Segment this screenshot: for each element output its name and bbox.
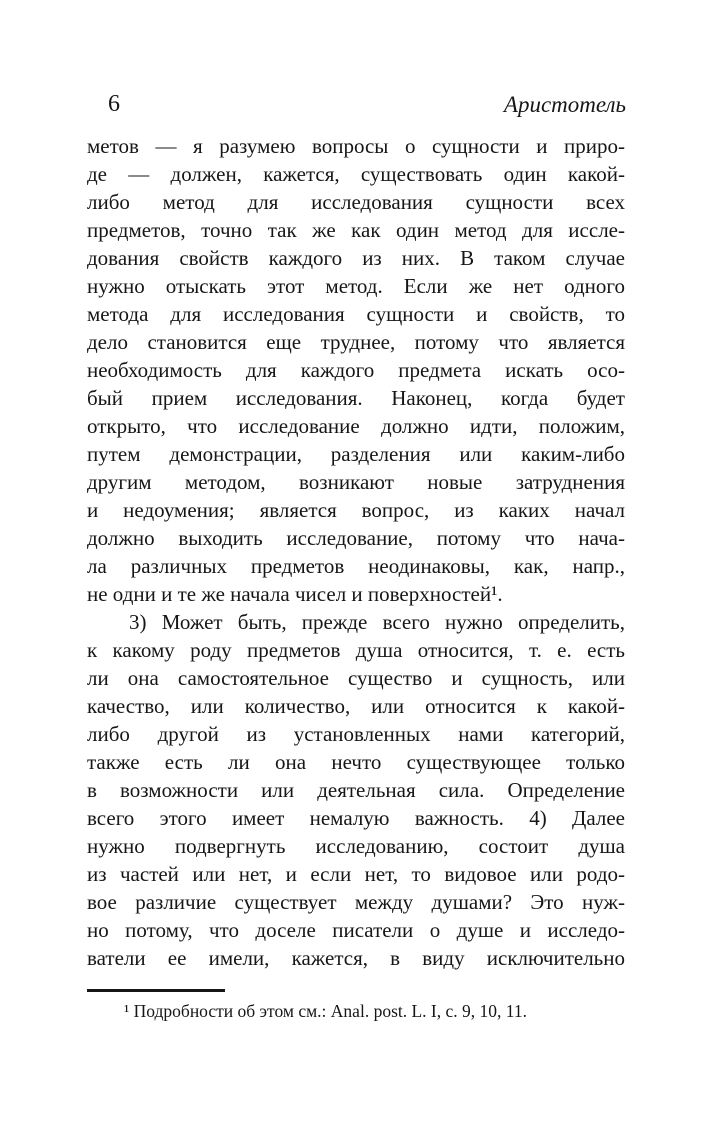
- body-line: де — должен, кажется, существовать один какой-: [87, 162, 625, 186]
- body-line: ватели ее имели, кажется, в виду исключительно: [87, 946, 625, 970]
- running-header: Аристотель: [503, 92, 626, 117]
- page-number: 6: [108, 91, 120, 117]
- body-line: но потому, что доселе писатели о душе и исследо-: [87, 918, 625, 942]
- body-line: открыто, что исследование должно идти, положим,: [87, 414, 625, 438]
- body-line: путем демонстрации, разделения или каким-либо: [87, 442, 625, 466]
- body-line: дело становится еще труднее, потому что является: [87, 330, 625, 354]
- body-line: бый прием исследования. Наконец, когда будет: [87, 386, 625, 410]
- body-line: дования свойств каждого из них. В таком случае: [87, 246, 625, 270]
- body-line: к какому роду предметов душа относится, т. е. есть: [87, 638, 625, 662]
- body-line: не одни и те же начала чисел и поверхностей¹.: [87, 582, 503, 606]
- body-line: предметов, точно так же как один метод для иссле-: [87, 218, 625, 242]
- body-line-paragraph-start: 3) Может быть, прежде всего нужно определить,: [129, 610, 625, 634]
- body-line: необходимость для каждого предмета искать осо-: [87, 358, 625, 382]
- body-line: либо метод для исследования сущности всех: [87, 190, 625, 214]
- body-line: ла различных предметов неодинаковы, как, напр.,: [87, 554, 625, 578]
- body-line: также есть ли она нечто существующее только: [87, 750, 625, 774]
- body-line: и недоумения; является вопрос, из каких начал: [87, 498, 625, 522]
- body-line: должно выходить исследование, потому что нача-: [87, 526, 625, 550]
- body-line: нужно отыскать этот метод. Если же нет одного: [87, 274, 625, 298]
- body-text: [87, 132, 625, 972]
- footnote-text: ¹ Подробности об этом см.: Anal. post. L. I, c. 9, 10, 11.: [124, 1001, 527, 1021]
- body-line: в возможности или деятельная сила. Определение: [87, 778, 625, 802]
- body-line: всего этого имеет немалую важность. 4) Далее: [87, 806, 625, 830]
- body-line: вое различие существует между душами? Это нуж-: [87, 890, 625, 914]
- body-line: либо другой из установленных нами категорий,: [87, 722, 625, 746]
- body-line: метов — я разумею вопросы о сущности и приро-: [87, 134, 625, 158]
- body-line: нужно подвергнуть исследованию, состоит душа: [87, 834, 625, 858]
- body-line: из частей или нет, и если нет, то видовое или родо-: [87, 862, 625, 886]
- body-line: ли она самостоятельное существо и сущность, или: [87, 666, 625, 690]
- footnote-rule: [87, 989, 225, 992]
- body-line: другим методом, возникают новые затруднения: [87, 470, 625, 494]
- body-line: качество, или количество, или относится к какой-: [87, 694, 625, 718]
- body-line: метода для исследования сущности и свойств, то: [87, 302, 625, 326]
